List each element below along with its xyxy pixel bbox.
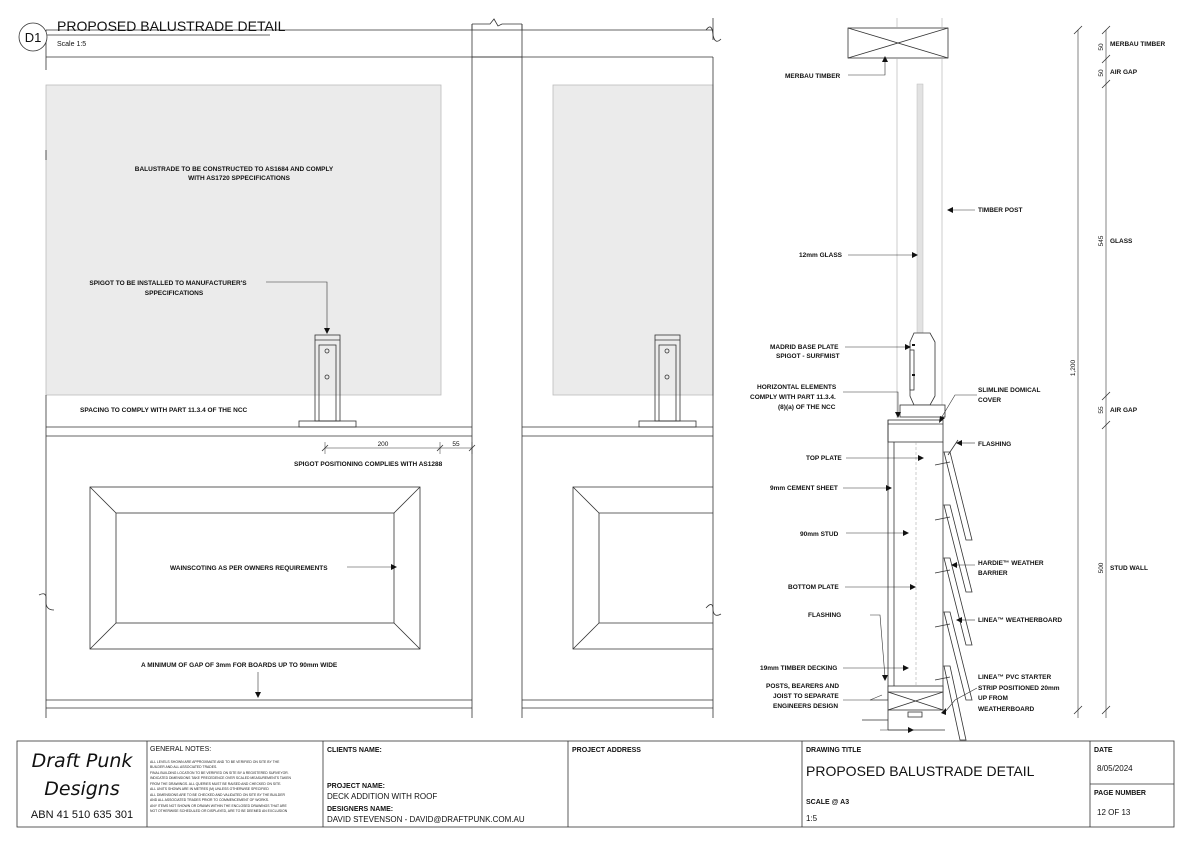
note-balustrade-line2: WITH AS1720 SPPECIFICATIONS	[188, 175, 290, 182]
company-logo-line1: Draft Punk	[31, 750, 133, 772]
dim-label-studwall: STUD WALL	[1110, 565, 1148, 572]
glass-panel-left	[46, 85, 441, 395]
drawing-title: PROPOSED BALUSTRADE DETAIL	[806, 763, 1035, 779]
label-flashing-top: FLASHING	[978, 441, 1012, 448]
note-spacing: SPACING TO COMPLY WITH PART 11.3.4 OF THE NCC	[80, 407, 248, 414]
dim-500: 500	[1098, 562, 1105, 574]
note-spigot-line1: SPIGOT TO BE INSTALLED TO MANUFACTURER'S	[89, 280, 247, 287]
top-plate	[888, 420, 943, 442]
elevation-view	[39, 18, 721, 718]
note-wainscoting: WAINSCOTING AS PER OWNERS REQUIREMENTS	[170, 565, 328, 572]
label-decking: 19mm TIMBER DECKING	[760, 665, 838, 672]
project-name: DECK ADDITION WITH ROOF	[327, 792, 438, 801]
designer-name: DAVID STEVENSON - DAVID@DRAFTPUNK.COM.AU	[327, 815, 525, 824]
note-line: NOT OTHERWISE SCHEDULED OR DISPLAYED, ARE TO BE DEEMED AN EXCLUSION	[150, 809, 288, 813]
note-balustrade-line1: BALUSTRADE TO BE CONSTRUCTED TO AS1684 AND COMPLY	[134, 166, 334, 173]
note-line: FROM THE DRAWINGS. ALL QUERIES MUST BE RAISED AND CHECKED ON SITE.	[150, 782, 282, 786]
label-hardie-2: BARRIER	[978, 570, 1008, 577]
detail-title: PROPOSED BALUSTRADE DETAIL	[57, 18, 286, 34]
dim-1200: 1,200	[1070, 359, 1077, 377]
label-linea: LINEA™ WEATHERBOARD	[978, 617, 1063, 624]
label-posts-3: ENGINEERS DESIGN	[773, 703, 839, 710]
label-stud: 90mm STUD	[800, 531, 839, 538]
label-posts-2: JOIST TO SEPARATE	[773, 693, 839, 700]
label-glass: 12mm GLASS	[799, 252, 842, 259]
clients-label: CLIENTS NAME:	[327, 747, 382, 754]
dim-50-airgap: 50	[1098, 69, 1105, 77]
label-top-plate: TOP PLATE	[806, 455, 842, 462]
designers-label: DESIGNERS NAME:	[327, 806, 394, 813]
label-starter-1: LINEA™ PVC STARTER	[978, 674, 1052, 681]
dim-label-airgap-top: AIR GAP	[1110, 69, 1138, 76]
label-starter-3: UP FROM	[978, 695, 1008, 702]
note-gap: A MINIMUM OF GAP OF 3mm FOR BOARDS UP TO 90mm WIDE	[141, 662, 338, 669]
label-slimline-2: COVER	[978, 397, 1002, 404]
label-merbau: MERBAU TIMBER	[785, 73, 841, 80]
label-horiz-2: COMPLY WITH PART 11.3.4.	[750, 394, 836, 401]
note-line: ALL UNITS SHOWN ARE IN METRES (M) UNLESS OTHERWISE SPECIFIED	[150, 787, 269, 791]
scale-value: 1:5	[806, 814, 818, 823]
detail-scale: Scale 1:5	[57, 41, 87, 48]
note-line: ANY ITEMS NOT SHOWN OR DRAWN WITHIN THE ENCLOSED DRAWINGS THAT ARE	[150, 804, 287, 808]
drawing-title-label: DRAWING TITLE	[806, 747, 862, 754]
note-line: ALL DIMENSIONS ARE TO BE CHECKED AND VALIDATED ON SITE BY THE BUILDER	[150, 793, 285, 797]
label-bottom-plate: BOTTOM PLATE	[788, 584, 839, 591]
label-timber-post: TIMBER POST	[978, 207, 1023, 214]
note-line: ALL LEVELS SHOWN ARE APPROXIMATE AND TO BE VERIFIED ON SITE BY THE	[150, 760, 280, 764]
bottom-plate	[888, 686, 943, 710]
dim-55-airgap: 55	[1098, 406, 1105, 414]
label-posts-1: POSTS, BEARERS AND	[766, 683, 840, 690]
label-madrid-1: MADRID BASE PLATE	[770, 344, 839, 351]
dim-50-merbau: 50	[1098, 43, 1105, 51]
note-line: INDICATED DIMENSIONS TAKE PRECEDENCE OVER SCALED MEASUREMENTS TAKEN	[150, 776, 291, 780]
note-line: FINAL BUILDING LOCATION TO BE VERIFIED ON SITE BY A REGISTERED SURVEYOR.	[150, 771, 289, 775]
company-abn: ABN 41 510 635 301	[30, 809, 134, 821]
label-starter-2: STRIP POSITIONED 20mm	[978, 685, 1060, 692]
label-starter-4: WEATHERBOARD	[978, 706, 1035, 713]
note-spigot-position: SPIGOT POSITIONING COMPLIES WITH AS1288	[294, 461, 443, 468]
detail-tag-text: D1	[24, 30, 42, 45]
dim-label-merbau: MERBAU TIMBER	[1110, 41, 1166, 48]
label-slimline-1: SLIMLINE DOMICAL	[978, 387, 1041, 394]
dim-label-airgap-bottom: AIR GAP	[1110, 407, 1138, 414]
dim-545: 545	[1098, 235, 1105, 247]
detail-tag	[19, 18, 286, 51]
label-cement-sheet: 9mm CEMENT SHEET	[770, 485, 838, 492]
note-line: BUILDER AND ALL ASSOCIATED TRADES.	[150, 765, 218, 769]
label-madrid-2: SPIGOT - SURFMIST	[776, 353, 840, 360]
company-logo-line2: Designs	[44, 778, 120, 800]
label-flashing-bottom: FLASHING	[808, 612, 842, 619]
dim-200: 200	[377, 441, 389, 448]
label-horiz-3: (8)(a) OF THE NCC	[778, 404, 836, 411]
note-spigot-line2: SPPECIFICATIONS	[144, 290, 204, 297]
glass-panel-right	[553, 85, 713, 395]
project-name-label: PROJECT NAME:	[327, 783, 385, 790]
scale-label: SCALE @ A3	[806, 799, 850, 806]
project-address-label: PROJECT ADDRESS	[572, 747, 641, 754]
date-label: DATE	[1094, 747, 1113, 754]
section-view	[843, 18, 1110, 740]
notes-header: GENERAL NOTES:	[150, 746, 212, 753]
label-horiz-1: HORIZONTAL ELEMENTS	[757, 384, 837, 391]
date-value: 8/05/2024	[1097, 764, 1133, 773]
label-hardie-1: HARDIE™ WEATHER	[978, 560, 1044, 567]
page-number: 12 OF 13	[1097, 808, 1131, 817]
dim-55: 55	[452, 441, 460, 448]
note-line: AND ALL ASSOCIATED TRADES PRIOR TO COMMENCEMENT OF WORKS.	[150, 798, 270, 802]
page-number-label: PAGE NUMBER	[1094, 790, 1146, 797]
dim-label-glass: GLASS	[1110, 238, 1133, 245]
